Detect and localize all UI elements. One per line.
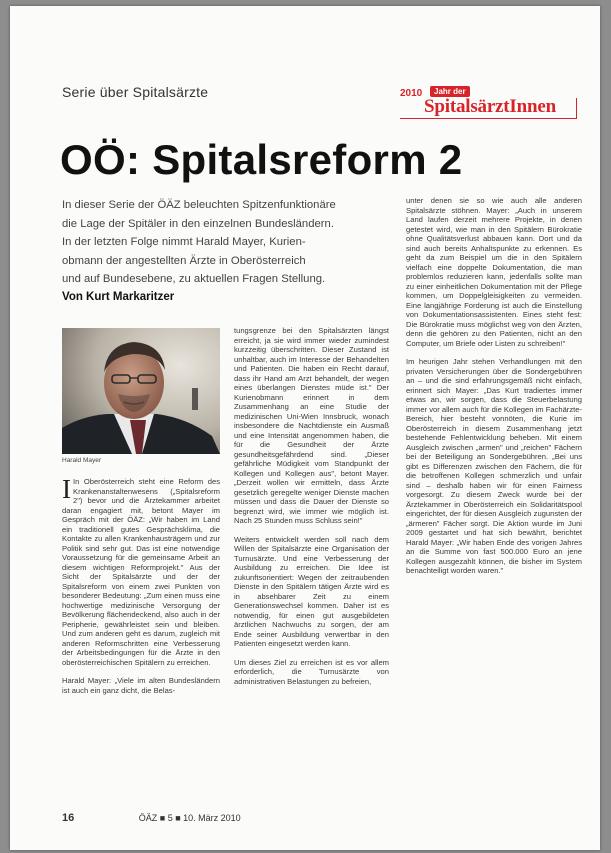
- article-lead: [62, 196, 392, 289]
- photo-caption: Harald Mayer: [62, 457, 102, 464]
- issue-info: ÖÄZ ■ 5 ■ 10. März 2010: [138, 813, 241, 823]
- lead-line: In dieser Serie der ÖÄZ beleuchten Spitzenfunktionäre: [62, 199, 336, 211]
- paragraph: Im heurigen Jahr stehen Verhandlungen mit den privaten Versicherungen über die Sondergebühren an – und die sind erfahrungsgemäß nicht einfach, erinnert sich Mayer: „Das Kurt tradiertes immer etwas an, wir sorgen, dass die Steuerbelastung immer vor allem auch für die Kollegen im Fachärzte-Bereich, hier besteht vonnöten, die Kurie im Oberösterreich in diesem Zusammenhang jetzt bestehende Fehlentwicklung beheben. Mit einem Ausgleich zwischen „armen" und „reichen" Fächern bei der Beteiligung an Sondergebühren. „Bei uns gibt es Differenzen zwischen den Fächern, die für die betroffenen Kollegen schmerzlich und unfair sind – deshalb haben wir für einen Fairness vorgesorgt. Zu diesem Zweck wurde bei der Ärztekammer in Oberösterreich ein Solidaritätspool eingerichtet, der für diesen Ausgleich zugunsten der „ärmeren" Fächer sorgt. Die Aktion wurde im Juni 2009 gestartet und hat sich bewährt, berichtet Harald Mayer: „Wir haben Ende des vorigen Jahres an die Summe von fast 500.000 Euro an jene Kollegen ausgezahlt können, die bisher im System benachteiligt worden waren.": [406, 357, 582, 575]
- paragraph: unter denen sie so wie auch alle anderen Spitalsärzte stöhnen. Mayer: „Auch in unserem Land laufen derzeit mehrere Projekte, in denen getestet wird, wie man in den Spitälern Bürokratie ohne Qualitätsverlust abbauen kann. Dort und da sind auch bereits Anhaltspunkte zu erkennen. Es geht da zum Beispiel um die in den Spitälern vielfach eine doppelte Dokumentation, die man problemlos reduzieren kann, jedenfalls sollte man zu einer einheitlichen Dokumentation mit der Pflege kommen, um Doppelgleisigkeiten zu vermeiden. Eine langjährige Forderung ist auch die Einstellung von Dokumentationsassistenten. Eines steht fest: Die Bürokratie muss möglichst weg von den Ärzten, denn die gehören zu den Patienten, nicht an den Computer, um Briefe oder Listen zu schreiben!": [406, 196, 582, 348]
- campaign-logo: [400, 86, 586, 120]
- series-label: Serie über Spitalsärzte: [62, 84, 209, 100]
- portrait-image: [62, 328, 220, 454]
- magazine-page: [10, 6, 600, 850]
- paragraph: Harald Mayer: „Viele im alten Bundesländern ist auch ein ganz dicht, die Belas-: [62, 676, 220, 695]
- paragraph-text: In Oberösterreich steht eine Reform des Krankenanstaltenwesens („Spitalsreform 2") bevor und die Ärztekammer arbeitet daran engagiert mit, betont Mayer im Gespräch mit der ÖÄZ: „Wir haben im Land ein traditionell gutes Gesprächsklima, die Kontakte zu allen Krankenhausträgern und zur Politik sind sehr gut. Das ist eine notwendige Voraussetzung für die gemeinsame Arbeit an diesem wichtigen Reformprojekt." Aus der Sicht der Spitalsärzte und der der Spitalsreform von einem zwei Punkten von besonderer Bedeutung: „Zum einen muss eine hochwertige medizinische Versorgung der Bevölkerung flächendeckend, also auch in der Peripherie, gewährleistet sein und bleiben. Und zum anderen geht es darum, zugleich mit anderen Reformschritten eine Verbesserung der Arbeitsbedingungen für die Ärzte in den oberösterreichischen Spitälern zu erreichen.: [62, 477, 220, 667]
- paragraph: Um dieses Ziel zu erreichen ist es vor allem erforderlich, die Turnusärzte von administrativen Belastungen zu befreien,: [234, 657, 389, 686]
- portrait-photo: [62, 328, 220, 454]
- page-number: 16: [62, 812, 75, 824]
- dropcap: I: [62, 474, 71, 504]
- paragraph: tungsgrenze bei den Spitalsärzten längst erreicht, ja sie wird immer wieder zumindest kurzzeitig überschritten. Dieser Zustand ist unhaltbar, auch im Interesse der Behandelten und Patienten. Die haben ein Recht darauf, dass ihr Hand am Arzt behandelt, der wegen eines überlangen Dienstes müde ist." Der Kurienobmann erinnert in dem Zusammenhang an eine Studie der medizinischen Uni-Wien Innsbruck, wonach insbesondere die Nachtdienste ein Ausmaß und eine Intensität angenommen haben, die für die Gesundheit der Ärzte gesundheitsgefährdend sind. „Dieser gefährliche Müdigkeit vom Standpunkt der Kollegen und Kollegen aus", betont Mayer. „Derzeit wollen wir ermitteln, dass Ärzte gesetzlich geregelte weniger Dienste machen müssen und dass die Dauer der Dienste so begrenzt wird, wie immer wie möglich ist. Nach 25 Stunden muss Schluss sein!": [234, 326, 389, 525]
- logo-text: SpitalsärztInnen: [424, 96, 556, 117]
- page-footer: [62, 812, 241, 824]
- logo-tag: Jahr der: [430, 86, 470, 97]
- text-column-3: [406, 196, 582, 576]
- paragraph: Weiters entwickelt werden soll nach dem Willen der Spitalsärzte eine Organisation der Turnusärzte. Und eine Verbesserung der Ausbildung zu erreichen. Die Idee ist zukunftsorientiert: Wegen der zeitraubenden Dienste in den Spitälern tätigen Ärzte wird es in absehbarer Zeit zu einem Generationswechsel kommen. Daher ist es notwendig, für einen gut ausgebildeten ärztlichen Nachwuchs zu sorgen, der am Ende seiner Ausbildung verwertbar in den Patienten eingesetzt werden kann.: [234, 534, 389, 648]
- logo-year: 2010: [400, 88, 423, 99]
- text-column-2: [234, 326, 389, 686]
- article-headline: OÖ: Spitalsreform 2: [60, 136, 463, 183]
- byline: Von Kurt Markaritzer: [62, 291, 175, 303]
- text-column-1: [62, 474, 220, 695]
- lead-line: und auf Bundesebene, zu aktuellen Fragen Stellung.: [62, 273, 326, 286]
- lead-line: In der letzten Folge nimmt Harald Mayer, Kurien-: [62, 236, 306, 249]
- paragraph: [62, 474, 220, 667]
- lead-line: die Lage der Spitäler in den einzelnen Bundesländern.: [62, 217, 334, 230]
- lead-line: obmann der angestellten Ärzte in Oberösterreich: [62, 254, 306, 267]
